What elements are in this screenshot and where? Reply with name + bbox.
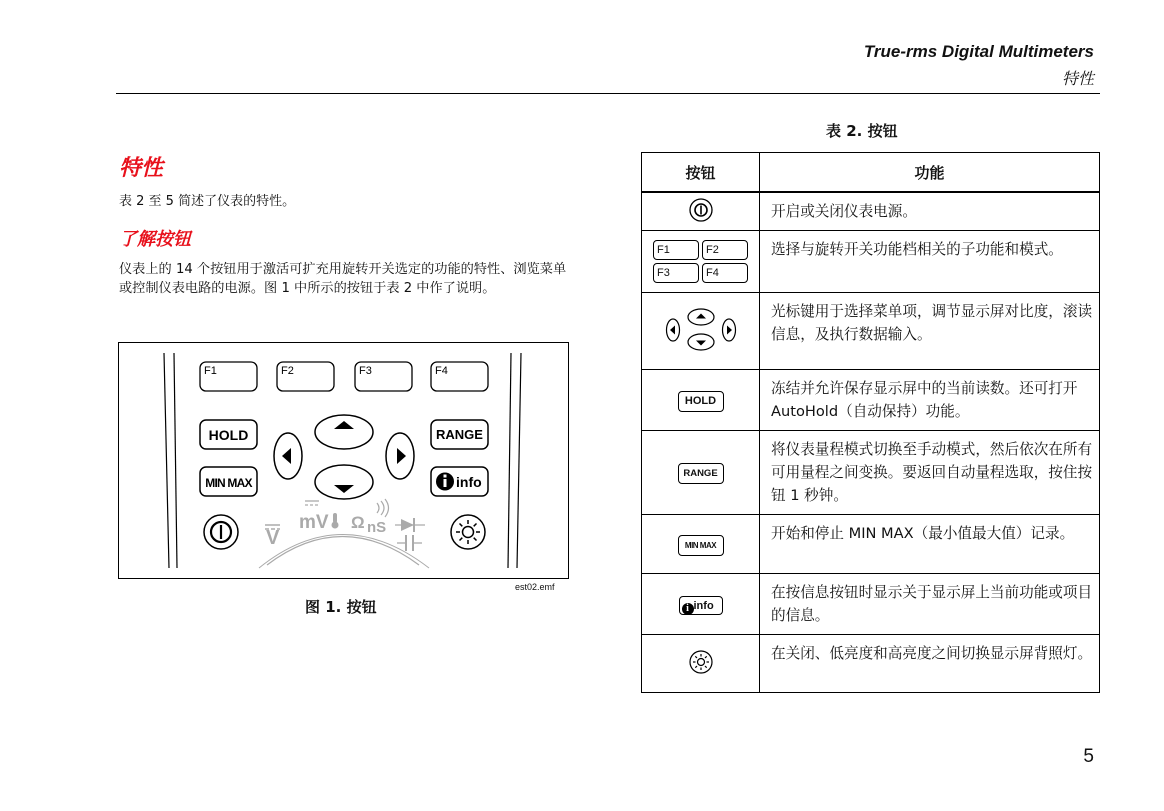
function-cell: 冻结并允许保存显示屏中的当前读数。还可打开 AutoHold（自动保持）功能。 — [760, 370, 1100, 431]
button-cell — [642, 515, 760, 574]
hold-key[interactable] — [200, 420, 257, 449]
range-key[interactable] — [431, 420, 488, 449]
table-row — [642, 574, 1100, 635]
range-key-label: RANGE — [436, 427, 483, 442]
cursor-right-key[interactable] — [386, 433, 414, 479]
subsection-title: 了解按钮 — [119, 229, 191, 250]
col-header-button: 按钮 — [642, 153, 760, 193]
buttons-table — [641, 152, 1100, 693]
col-header-function: 功能 — [760, 153, 1100, 193]
f1-key: F1 — [653, 240, 699, 260]
cursor-down-key[interactable] — [315, 465, 373, 499]
table-row — [642, 431, 1100, 515]
dial-v-label: V — [266, 527, 280, 549]
cursor-up-key[interactable] — [315, 415, 373, 449]
f2-key-label: F2 — [281, 365, 294, 377]
f3-key-label: F3 — [359, 365, 372, 377]
f1-key-label: F1 — [204, 365, 217, 377]
info-key — [679, 596, 723, 615]
hold-key-label: HOLD — [208, 427, 249, 443]
table-row — [642, 293, 1100, 370]
function-cell: 在按信息按钮时显示关于显示屏上当前功能或项目的信息。 — [760, 574, 1100, 635]
section-title: 特性 — [119, 156, 164, 181]
minmax-key-label: MIN MAX — [205, 476, 252, 490]
f4-key-label: F4 — [435, 365, 448, 377]
f3-key: F3 — [653, 263, 699, 283]
table-row — [642, 231, 1100, 293]
backlight-icon — [688, 649, 714, 675]
cursor-left-key[interactable] — [274, 433, 302, 479]
function-cell: 开始和停止 MIN MAX（最小值最大值）记录。 — [760, 515, 1100, 574]
button-cell — [642, 231, 760, 293]
table-row — [642, 515, 1100, 574]
dial-mv-label: mV — [299, 512, 329, 533]
power-button[interactable] — [204, 515, 238, 549]
button-cell — [642, 370, 760, 431]
hold-key: HOLD — [678, 391, 724, 412]
f1-key[interactable] — [200, 362, 257, 391]
header-rule — [116, 93, 1100, 94]
dial-ns-label: nS — [367, 519, 387, 536]
range-key: RANGE — [678, 463, 724, 484]
table-row — [642, 370, 1100, 431]
f2-key: F2 — [702, 240, 748, 260]
backlight-button[interactable] — [451, 515, 485, 549]
f2-key[interactable] — [277, 362, 334, 391]
keypad-figure — [118, 342, 569, 579]
figure-filename: est02.emf — [515, 582, 555, 592]
info-key-label: info — [456, 474, 482, 490]
header-subtitle: 特性 — [1061, 69, 1094, 88]
button-cell — [642, 192, 760, 231]
f3-key[interactable] — [355, 362, 412, 391]
button-cell — [642, 635, 760, 693]
button-cell — [642, 293, 760, 370]
info-icon: i — [682, 603, 694, 615]
case-edge-left — [164, 353, 177, 568]
minmax-key: MIN MAX — [678, 535, 724, 556]
function-cell: 将仪表量程模式切换至手动模式，然后依次在所有可用量程之间变换。要返回自动量程选取，按住按钮 1 秒钟。 — [760, 431, 1100, 515]
header-title: True-rms Digital Multimeters — [863, 42, 1094, 61]
table-row — [642, 192, 1100, 231]
table-header-row — [642, 153, 1100, 193]
table-row — [642, 635, 1100, 693]
intro-text: 表 2 至 5 简述了仪表的特性。 — [119, 194, 296, 209]
f4-key: F4 — [702, 263, 748, 283]
page-number: 5 — [1083, 746, 1094, 767]
rotary-dial — [259, 499, 429, 568]
button-cell — [642, 574, 760, 635]
dial-ohm-label: Ω — [351, 513, 365, 532]
minmax-key[interactable] — [200, 467, 257, 496]
info-key-label: info — [693, 599, 714, 612]
power-icon — [688, 197, 714, 223]
function-cell: 选择与旋转开关功能档相关的子功能和模式。 — [760, 231, 1100, 293]
body-paragraph: 仪表上的 14 个按钮用于激活可扩充用旋转开关选定的功能的特性、浏览菜单或控制仪表电路的电源。图 1 中所示的按钮于表 2 中作了说明。 — [119, 262, 567, 296]
case-edge-right — [508, 353, 521, 568]
f4-key[interactable] — [431, 362, 488, 391]
function-cell: 光标键用于选择菜单项，调节显示屏对比度，滚读信息，及执行数据输入。 — [760, 293, 1100, 370]
function-cell: 开启或关闭仪表电源。 — [760, 192, 1100, 231]
figure-caption: 图 1. 按钮 — [305, 598, 377, 616]
button-cell — [642, 431, 760, 515]
cursor-keys-icon — [661, 306, 741, 352]
function-cell: 在关闭、低亮度和高亮度之间切换显示屏背照灯。 — [760, 635, 1100, 693]
info-key[interactable] — [431, 467, 488, 496]
table-caption: 表 2. 按钮 — [826, 122, 898, 140]
